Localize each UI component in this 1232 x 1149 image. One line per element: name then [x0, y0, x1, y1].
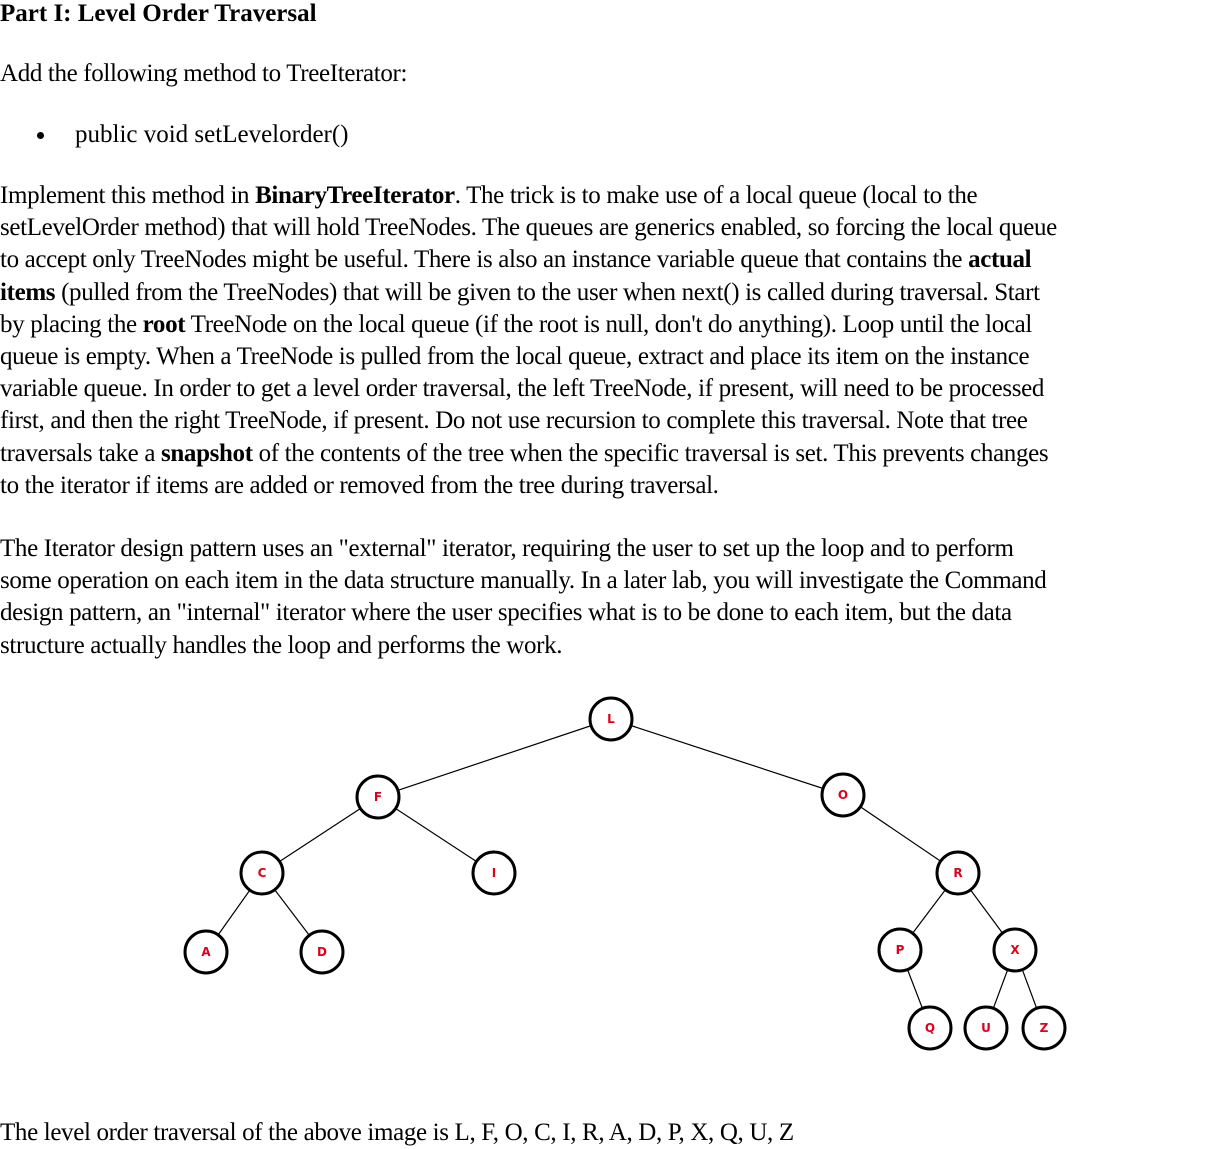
iterator-pattern-paragraph — [0, 533, 1046, 662]
text-line: structure actually handles the loop and performs the work. — [0, 631, 563, 659]
node-label-D: D — [317, 945, 327, 959]
text-run: by placing the — [0, 310, 143, 338]
tree-node-D — [301, 931, 343, 973]
node-label-I: I — [491, 866, 497, 880]
tree-node-X — [994, 929, 1036, 971]
bullet-icon — [37, 132, 44, 139]
text-run: of the contents of the tree when the specific traversal is set. This prevents changes — [252, 439, 1049, 467]
text-run: (pulled from the TreeNodes) that will be given to the user when next() is called during traversal. Start — [55, 278, 1040, 306]
text-run: Implement this method in — [0, 182, 256, 209]
intro-paragraph: Add the following method to TreeIterator: — [0, 60, 408, 87]
text-line: to the iterator if items are added or removed from the tree during traversal. — [0, 471, 719, 499]
text-line: design pattern, an "internal" iterator where the user specifies what is to be done to each item, but the data — [0, 599, 1012, 627]
edge-L-F — [378, 719, 611, 797]
method-signature: public void setLevelorder() — [75, 121, 349, 148]
text-run: . The trick is to make use of a local queue (local to the — [454, 182, 978, 209]
node-label-C: C — [257, 866, 267, 880]
tree-node-P — [879, 929, 921, 971]
tree-node-O — [822, 774, 864, 816]
bold-term: items — [0, 278, 56, 306]
node-label-Q: Q — [924, 1021, 936, 1035]
node-label-A: A — [201, 945, 211, 959]
tree-node-I — [473, 852, 515, 894]
instructions-paragraph — [0, 180, 1057, 502]
tree-node-A — [185, 931, 227, 973]
node-label-R: R — [953, 866, 963, 880]
node-label-F: F — [373, 790, 383, 804]
tree-node-Q — [909, 1007, 951, 1049]
text-run: to accept only TreeNodes might be useful. There is also an instance variable queue that contains the — [0, 246, 969, 274]
text-line: queue is empty. When a TreeNode is pulled from the local queue, extract and place its item on the instance — [0, 343, 1030, 371]
text-line: The Iterator design pattern uses an "external" iterator, requiring the user to set up the loop and to perform — [0, 535, 1014, 562]
bold-term: root — [142, 310, 186, 338]
edge-L-O — [611, 719, 843, 795]
class-name-bold: BinaryTreeIterator — [255, 182, 455, 209]
text-line: some operation on each item in the data structure manually. In a later lab, you will investigate the Command — [0, 567, 1047, 595]
tree-edges — [206, 719, 1044, 1028]
text-line: variable queue. In order to get a level order traversal, the left TreeNode, if present, will need to be processed — [0, 375, 1045, 403]
node-label-O: O — [837, 788, 849, 802]
traversal-caption: The level order traversal of the above image is L, F, O, C, I, R, A, D, P, X, Q, U, Z — [0, 1119, 794, 1146]
node-label-Z: Z — [1039, 1021, 1049, 1035]
tree-node-U — [965, 1007, 1007, 1049]
node-label-L: L — [607, 712, 615, 726]
node-label-U: U — [981, 1021, 991, 1035]
bold-term: actual — [968, 246, 1032, 274]
tree-node-L — [590, 698, 632, 740]
tree-node-C — [241, 852, 283, 894]
text-line: setLevelOrder method) that will hold TreeNodes. The queues are generics enabled, so forcing the local queue — [0, 214, 1057, 242]
binary-tree-diagram — [172, 686, 1076, 1086]
tree-node-Z — [1023, 1007, 1065, 1049]
tree-node-R — [937, 852, 979, 894]
section-heading: Part I: Level Order Traversal — [0, 0, 317, 27]
bold-term: snapshot — [160, 439, 253, 467]
node-label-X: X — [1010, 943, 1020, 957]
node-label-P: P — [895, 943, 905, 957]
text-line: first, and then the right TreeNode, if present. Do not use recursion to complete this traversal. Note that tree — [0, 407, 1028, 435]
tree-node-F — [357, 776, 399, 818]
text-run: traversals take a — [0, 439, 161, 467]
text-run: TreeNode on the local queue (if the root is null, don't do anything). Loop until the local — [185, 310, 1033, 338]
